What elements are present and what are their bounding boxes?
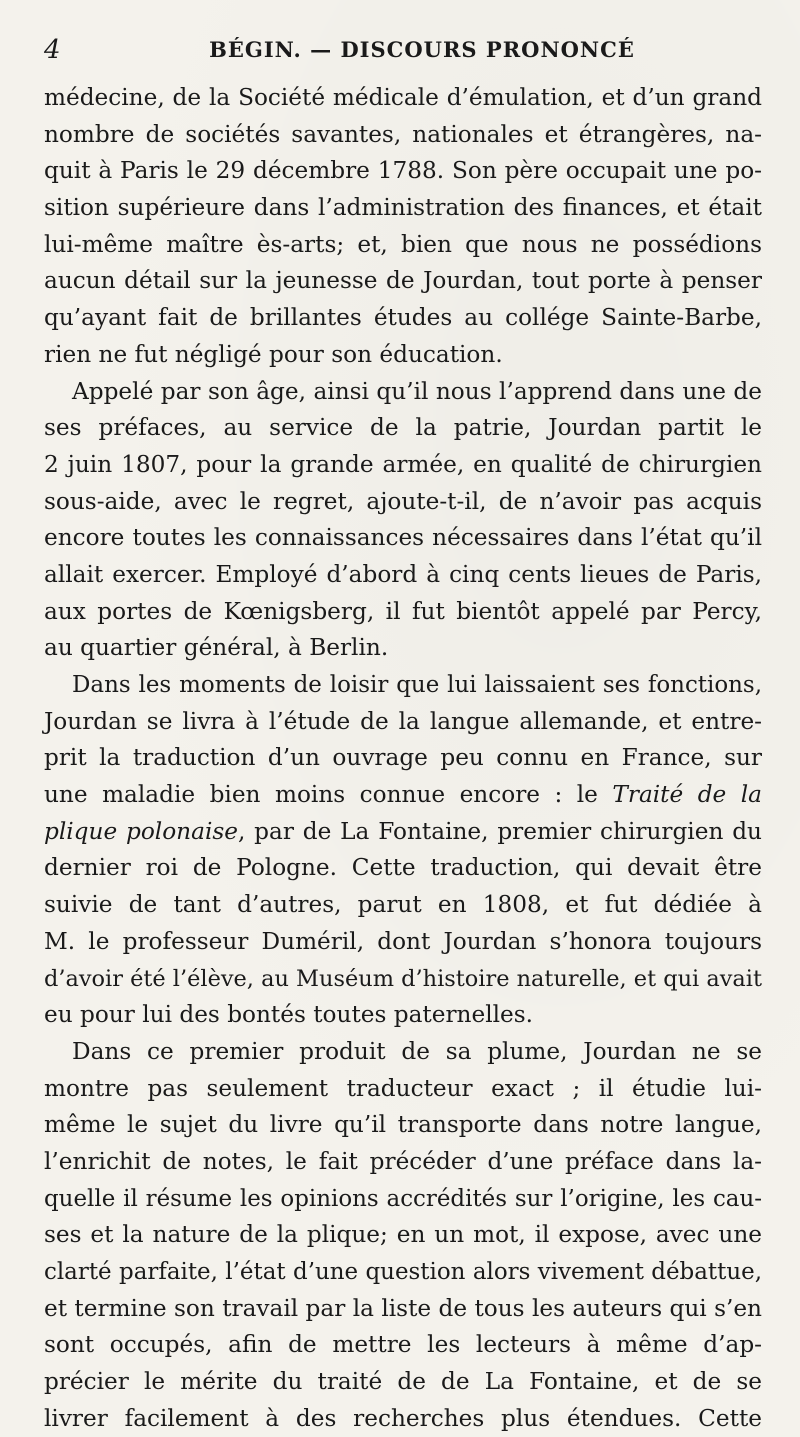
- text-line: d’avoir été l’élève, au Muséum d’histoire naturelle, et qui avait: [44, 965, 762, 992]
- text-line: suivie de tant d’autres, parut en 1808, et fut dédiée à: [44, 891, 762, 919]
- paragraph: [44, 80, 762, 374]
- body-text: [44, 80, 762, 1437]
- text-line: montre pas seulement traducteur exact ; il étudie lui-: [44, 1074, 762, 1102]
- text-line: Jourdan se livra à l’étude de la langue allemande, et entre-: [44, 707, 762, 735]
- text-line: au quartier général, à Berlin.: [44, 634, 389, 662]
- text-line: Appelé par son âge, ainsi qu’il nous l’apprend dans une de: [72, 377, 762, 405]
- text-line: quelle il résume les opinions accrédités sur l’origine, les cau-: [44, 1185, 762, 1212]
- page-number: 4: [44, 35, 61, 65]
- text-line: qu’ayant fait de brillantes études au collége Sainte-Barbe,: [44, 304, 762, 332]
- text-line: précier le mérite du traité de de La Fontaine, et de se: [44, 1368, 762, 1396]
- text-line: Dans ce premier produit de sa plume, Jourdan ne se: [72, 1037, 762, 1065]
- text-line: clarté parfaite, l’état d’une question alors vivement débattue,: [44, 1259, 762, 1285]
- text-line: lui-même maître ès-arts; et, bien que nous ne possédions: [44, 230, 762, 258]
- text-fragment: , par de La Fontaine, premier chirurgien du: [237, 817, 762, 845]
- text-line: sous-aide, avec le regret, ajoute-t-il, de n’avoir pas acquis: [44, 487, 762, 515]
- text-line: eu pour lui des bontés toutes paternelles.: [44, 1001, 534, 1029]
- text-line: sition supérieure dans l’administration des finances, et était: [44, 194, 762, 222]
- text-line: l’enrichit de notes, le fait précéder d’une préface dans la-: [44, 1147, 762, 1175]
- page-header: [44, 30, 760, 70]
- text-line: ses préfaces, au service de la patrie, Jourdan partit le: [44, 414, 762, 442]
- text-line: encore toutes les connaissances nécessaires dans l’état qu’il: [44, 524, 762, 552]
- text-line: ses et la nature de la plique; en un mot, il expose, avec une: [44, 1221, 762, 1249]
- text-line: Dans les moments de loisir que lui laissaient ses fonctions,: [72, 672, 762, 698]
- text-line: prit la traduction d’un ouvrage peu connu en France, sur: [44, 744, 762, 772]
- text-fragment: une maladie bien moins connue encore : le: [44, 781, 598, 809]
- text-line: sont occupés, afin de mettre les lecteurs à même d’ap-: [44, 1331, 762, 1359]
- paragraph: [44, 374, 762, 668]
- text-line: M. le professeur Duméril, dont Jourdan s’honora toujours: [44, 927, 762, 955]
- text-line: médecine, de la Société médicale d’émulation, et d’un grand: [44, 84, 762, 111]
- text-line: quit à Paris le 29 décembre 1788. Son père occupait une po-: [44, 157, 762, 185]
- text-line: rien ne fut négligé pour son éducation.: [44, 340, 503, 368]
- paragraph: [44, 667, 762, 1034]
- text-line: même le sujet du livre qu’il transporte dans notre langue,: [44, 1111, 762, 1139]
- text-line-with-title: [44, 777, 762, 814]
- text-line: aux portes de Kœnigsberg, il fut bientôt appelé par Percy,: [44, 597, 762, 625]
- text-line-with-title: [44, 814, 762, 851]
- running-head: BÉGIN. — DISCOURS PRONONCÉ: [209, 37, 635, 62]
- text-line: dernier roi de Pologne. Cette traduction, qui devait être: [44, 854, 762, 882]
- text-line: 2 juin 1807, pour la grande armée, en qualité de chirurgien: [44, 450, 762, 478]
- text-line: et termine son travail par la liste de tous les auteurs qui s’en: [44, 1294, 762, 1322]
- text-line: livrer facilement à des recherches plus étendues. Cette: [44, 1404, 762, 1432]
- book-title: plique polonaise: [44, 817, 238, 845]
- text-line: nombre de sociétés savantes, nationales et étrangères, na-: [44, 120, 762, 148]
- paragraph: [44, 1034, 762, 1437]
- book-title: Traité de la: [612, 781, 762, 809]
- text-line: aucun détail sur la jeunesse de Jourdan, tout porte à penser: [44, 267, 762, 295]
- text-line: allait exercer. Employé d’abord à cinq cents lieues de Paris,: [44, 560, 762, 588]
